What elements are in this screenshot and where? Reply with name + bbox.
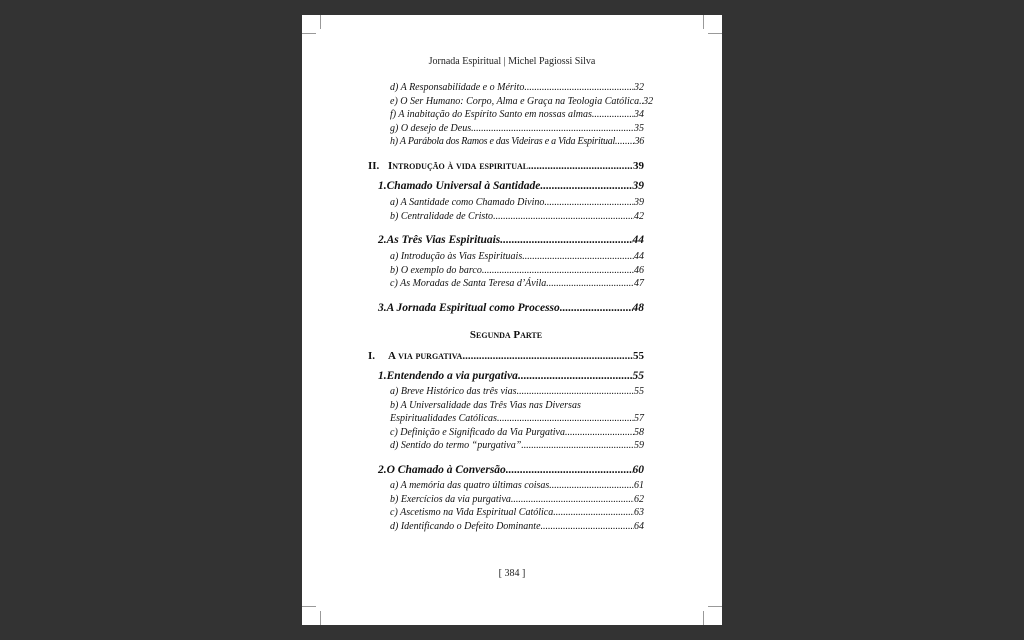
toc-entry-line1: b) A Universalidade das Três Vias nas Diversas: [390, 399, 581, 411]
toc-entry: c) As Moradas de Santa Teresa d’Ávila ..... 47: [368, 277, 644, 291]
toc-entry: a) Breve Histórico das três vias ..... 55: [368, 385, 644, 399]
toc-entry: a) A Santidade como Chamado Divino ..... 39: [368, 196, 644, 210]
crop-mark: [320, 15, 321, 29]
toc-entry: h) A Parábola dos Ramos e das Videiras e a Vida Espiritual ..... 36: [368, 135, 644, 149]
page-number: [ 384 ]: [498, 568, 526, 579]
toc-section-ii: II. Introdução à vida espiritual ..... 39: [368, 158, 644, 174]
toc-entry: a) A memória das quatro últimas coisas ..... 61: [368, 479, 644, 493]
toc-entry: c) Definição e Significado da Via Purgativa ..... 58: [368, 426, 644, 440]
toc-chapter: 1.Entendendo a via purgativa ..... 55: [368, 368, 644, 384]
crop-mark: [708, 33, 722, 34]
toc-entry: f) A inabitação do Espírito Santo em nossas almas ..... 34: [368, 108, 644, 122]
toc-entry: g) O desejo de Deus ..... 35: [368, 122, 644, 136]
toc-section-i: I. A via purgativa ..... 55: [368, 348, 644, 364]
crop-mark: [703, 15, 704, 29]
toc-entry: b) Exercícios da via purgativa ..... 62: [368, 493, 644, 507]
toc-chapter: 2.As Três Vias Espirituais ..... 44: [368, 232, 644, 248]
toc-chapter: 1.Chamado Universal à Santidade ..... 39: [368, 178, 644, 194]
table-of-contents: [368, 81, 654, 533]
toc-chapter: 3.A Jornada Espiritual como Processo ..... 48: [368, 300, 644, 316]
toc-entry: a) Introdução às Vias Espirituais ..... 44: [368, 250, 644, 264]
toc-entry: e) O Ser Humano: Corpo, Alma e Graça na Teologia Católica ..... 32: [368, 95, 644, 109]
toc-entry: d) Identificando o Defeito Dominante ..... 64: [368, 520, 644, 534]
toc-entry: Espiritualidades Católicas ..... 57: [368, 412, 644, 426]
crop-mark: [302, 33, 316, 34]
toc-entry: d) A Responsabilidade e o Mérito ..... 32: [368, 81, 644, 95]
running-header: Jornada Espiritual | Michel Pagiossi Silva: [428, 56, 596, 67]
part-title: Segunda Parte: [469, 328, 543, 341]
crop-mark: [302, 606, 316, 607]
toc-entry: b) Centralidade de Cristo ..... 42: [368, 210, 644, 224]
crop-mark: [708, 606, 722, 607]
toc-entry: c) Ascetismo na Vida Espiritual Católica ..... 63: [368, 506, 644, 520]
toc-entry: b) O exemplo do barco ..... 46: [368, 264, 644, 278]
book-page: [302, 15, 722, 625]
toc-chapter: 2.O Chamado à Conversão ..... 60: [368, 462, 644, 478]
crop-mark: [320, 611, 321, 625]
crop-mark: [703, 611, 704, 625]
toc-entry: d) Sentido do termo “purgativa” ..... 59: [368, 439, 644, 453]
